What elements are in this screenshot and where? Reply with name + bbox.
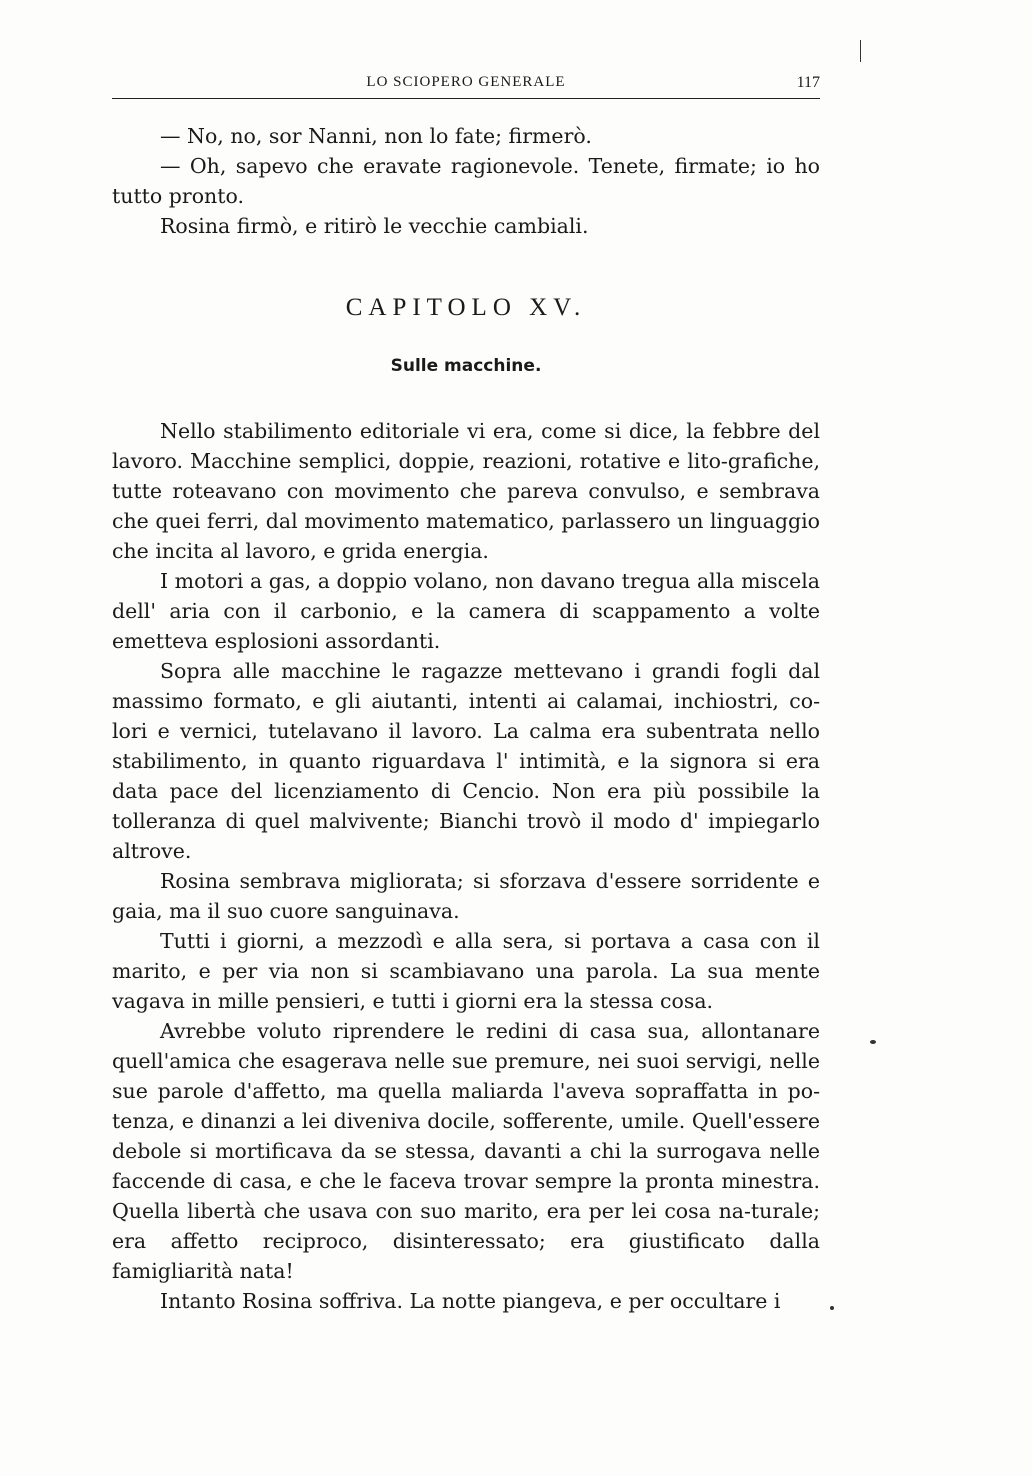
ink-speck xyxy=(860,40,861,62)
dialogue-line: Rosina firmò, e ritirò le vecchie cambiali. xyxy=(160,214,589,238)
dialogue-block xyxy=(112,121,820,241)
ink-speck xyxy=(830,1306,834,1310)
paragraph: Tutti i giorni, a mezzodì e alla sera, si portava a casa con il marito, e per via non si scambiavano una parola. La sua mente vagava in mille pensieri, e tutti i giorni era la stessa cosa. xyxy=(112,929,820,1013)
body-text xyxy=(112,416,820,1316)
paragraph: Intanto Rosina soffriva. La notte piangeva, e per occultare i xyxy=(160,1289,781,1313)
ink-speck xyxy=(870,1040,876,1044)
dialogue-line: — Oh, sapevo che eravate ragionevole. Tenete, firmate; io ho tutto pronto. xyxy=(112,154,820,208)
running-title: LO SCIOPERO GENERALE xyxy=(366,74,566,90)
dialogue-line: — No, no, sor Nanni, non lo fate; firmerò. xyxy=(160,124,592,148)
chapter-title: CAPITOLO XV. xyxy=(345,294,587,321)
paragraph: Avrebbe voluto riprendere le redini di casa sua, allontanare quell'amica che esagerava nelle sue premure, nei suoi servigi, nelle sue parole d'affetto, ma quella maliarda l'aveva sopraffatta in po-tenza, e dinanzi a lei diveniva docile, sofferente, umile. Quell'essere debole si mortificava da se stessa, davanti a chi la surrogava nelle faccende di casa, e che le faceva trovar sempre la pronta minestra. Quella libertà che usava con suo marito, era per lei cosa na-turale; era affetto reciproco, disinteressato; era giustificato dalla famigliarità nata! xyxy=(112,1019,820,1283)
paragraph: Sopra alle macchine le ragazze mettevano i grandi fogli dal massimo formato, e gli aiutanti, intenti ai calamai, inchiostri, co-lori e vernici, tutelavano il lavoro. La calma era subentrata nello stabilimento, in quanto riguardava l' intimità, e la signora si era data pace del licenziamento di Cencio. Non era più possibile la tolleranza di quel malvivente; Bianchi trovò il modo d' impiegarlo altrove. xyxy=(112,659,820,863)
paragraph: Rosina sembrava migliorata; si sforzava d'essere sorridente e gaia, ma il suo cuore sanguinava. xyxy=(112,869,820,923)
paragraph: I motori a gas, a doppio volano, non davano tregua alla miscela dell' aria con il carbonio, e la camera di scappamento a volte emetteva esplosioni assordanti. xyxy=(112,569,820,653)
page-number: 117 xyxy=(796,74,820,91)
chapter-subtitle: Sulle macchine. xyxy=(390,356,542,376)
paragraph: Nello stabilimento editoriale vi era, come si dice, la febbre del lavoro. Macchine semplici, doppie, reazioni, rotative e lito-grafiche, tutte roteavano con movimento che pareva convulso, e sembrava che quei ferri, dal movimento matematico, parlassero un linguaggio che incita al lavoro, e grida energia. xyxy=(112,419,821,563)
page-header xyxy=(112,72,820,99)
